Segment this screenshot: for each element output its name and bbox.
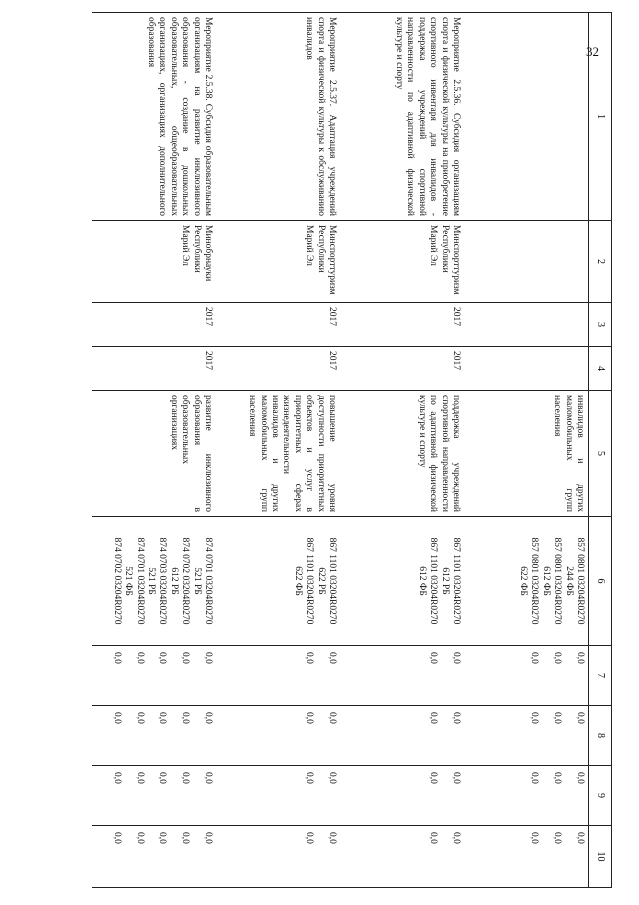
value: 0,0 bbox=[180, 832, 191, 844]
rotated-table-container bbox=[110, 12, 612, 887]
budget-source: 244 ФБ bbox=[563, 566, 574, 596]
value: 0,0 bbox=[180, 772, 191, 784]
value-cell-9 bbox=[340, 766, 464, 826]
value-cell-10 bbox=[464, 826, 589, 888]
value: 0,0 bbox=[157, 652, 168, 664]
budget-code: 874 0703 03204R0270 bbox=[157, 537, 168, 625]
value-cell-8 bbox=[340, 706, 464, 766]
budget-code: 857 0801 03204R0270 bbox=[529, 537, 540, 625]
value: 0,0 bbox=[304, 712, 315, 724]
budget-source: 521 ФБ bbox=[123, 566, 134, 596]
result-cell: развитие инклюзивного образования в образовательных организациях bbox=[92, 391, 216, 517]
budget-source: 622 РБ bbox=[315, 567, 326, 595]
start-year-cell: 2017 bbox=[216, 303, 340, 347]
value: 0,0 bbox=[575, 652, 585, 664]
value: 0,0 bbox=[304, 772, 315, 784]
program-table bbox=[92, 12, 612, 888]
result-cell: поддержка учреждений спортивной направленности по адаптивной физической культуре и спорту bbox=[340, 391, 464, 517]
value-cell-8 bbox=[216, 706, 340, 766]
value: 0,0 bbox=[552, 712, 563, 724]
budget-source: 612 РБ bbox=[439, 567, 450, 595]
executor-cell: Минобрнауки Республики Марий Эл bbox=[92, 221, 216, 303]
column-header: 4 bbox=[589, 347, 612, 391]
value: 0,0 bbox=[451, 652, 461, 664]
value: 0,0 bbox=[203, 772, 213, 784]
budget-code: 867 1101 03204R0270 bbox=[304, 537, 315, 625]
value: 0,0 bbox=[575, 832, 585, 844]
value-cell-7 bbox=[340, 646, 464, 706]
value: 0,0 bbox=[552, 832, 563, 844]
budget-code: 867 1101 03204R0270 bbox=[451, 537, 461, 625]
value: 0,0 bbox=[304, 832, 315, 844]
budget-code: 867 1101 03204R0270 bbox=[327, 537, 337, 625]
start-year-cell: 2017 bbox=[92, 303, 216, 347]
budget-code-cell bbox=[92, 517, 216, 646]
budget-source: 622 ФБ bbox=[518, 566, 529, 596]
table-row bbox=[92, 13, 216, 888]
value: 0,0 bbox=[327, 772, 337, 784]
value-cell-8 bbox=[464, 706, 589, 766]
budget-code: 857 0801 03204R0270 bbox=[552, 537, 563, 625]
budget-code-cell bbox=[216, 517, 340, 646]
column-header: 3 bbox=[589, 303, 612, 347]
value: 0,0 bbox=[134, 712, 145, 724]
value: 0,0 bbox=[451, 832, 461, 844]
budget-code: 874 0701 03204R0270 bbox=[134, 537, 145, 625]
budget-source: 612 РБ bbox=[168, 567, 179, 595]
value: 0,0 bbox=[157, 712, 168, 724]
value: 0,0 bbox=[327, 652, 337, 664]
value: 0,0 bbox=[529, 712, 540, 724]
value-cell-8 bbox=[92, 706, 216, 766]
column-header: 8 bbox=[589, 706, 612, 766]
value-cell-7 bbox=[216, 646, 340, 706]
budget-code: 867 1101 03204R0270 bbox=[428, 537, 439, 625]
column-header: 9 bbox=[589, 766, 612, 826]
result-cell: повышение уровня доступности приоритетных объектов и услуг в приоритетных сферах жизнедеятельности инвалидов и других маломобильных групп населения bbox=[216, 391, 340, 517]
result-cell: инвалидов и других маломобильных групп населения bbox=[464, 391, 589, 517]
budget-source: 612 ФБ bbox=[416, 566, 427, 596]
column-header: 2 bbox=[589, 221, 612, 303]
value: 0,0 bbox=[157, 772, 168, 784]
table-row bbox=[216, 13, 340, 888]
value-cell-10 bbox=[340, 826, 464, 888]
value-cell-9 bbox=[216, 766, 340, 826]
budget-source: 521 РБ bbox=[146, 567, 157, 595]
value-cell-9 bbox=[464, 766, 589, 826]
measure-cell: Мероприятие 2.5.36. Субсидия организациям спорта и физической культуры на приобретение спортивного инвентаря для инвалидов - поддержка учреждений спортивной направленности по адаптивной физической культуре и спорту bbox=[340, 13, 464, 221]
measure-cell bbox=[464, 13, 589, 221]
value: 0,0 bbox=[327, 832, 337, 844]
budget-source: 521 РБ bbox=[191, 567, 202, 595]
end-year-cell bbox=[464, 347, 589, 391]
value: 0,0 bbox=[575, 712, 585, 724]
value-cell-9 bbox=[92, 766, 216, 826]
measure-cell: Мероприятие 2.5.37. Адаптация учреждений спорта и физической культуры к обслуживанию инвалидов bbox=[216, 13, 340, 221]
value-cell-7 bbox=[92, 646, 216, 706]
value: 0,0 bbox=[529, 772, 540, 784]
value-cell-7 bbox=[464, 646, 589, 706]
value-cell-10 bbox=[92, 826, 216, 888]
value: 0,0 bbox=[180, 712, 191, 724]
column-header: 6 bbox=[589, 517, 612, 646]
start-year-cell: 2017 bbox=[340, 303, 464, 347]
header-row bbox=[589, 13, 612, 888]
value: 0,0 bbox=[134, 832, 145, 844]
measure-cell: Мероприятие 2.5.38. Субсидия образовательным организациям на развитие инклюзивного образования - создание в дошкольных образовательных, общеобразовательных организациях, организациях дополнительного образования bbox=[92, 13, 216, 221]
value: 0,0 bbox=[451, 712, 461, 724]
value: 0,0 bbox=[111, 772, 122, 784]
page-number: 32 bbox=[586, 44, 599, 59]
column-header: 10 bbox=[589, 826, 612, 888]
value: 0,0 bbox=[304, 652, 315, 664]
value: 0,0 bbox=[203, 832, 213, 844]
table-row bbox=[340, 13, 464, 888]
column-header: 1 bbox=[589, 13, 612, 221]
end-year-cell: 2017 bbox=[340, 347, 464, 391]
value: 0,0 bbox=[157, 832, 168, 844]
executor-cell: Минспорттуризм Республики Марий Эл bbox=[340, 221, 464, 303]
budget-source: 612 ФБ bbox=[540, 566, 551, 596]
value: 0,0 bbox=[428, 832, 439, 844]
value-cell-10 bbox=[216, 826, 340, 888]
end-year-cell: 2017 bbox=[92, 347, 216, 391]
value: 0,0 bbox=[111, 712, 122, 724]
executor-cell: Минспорттуризм Республики Марий Эл bbox=[216, 221, 340, 303]
value: 0,0 bbox=[134, 652, 145, 664]
budget-code: 874 0702 03204R0270 bbox=[180, 537, 191, 625]
column-header: 5 bbox=[589, 391, 612, 517]
value: 0,0 bbox=[428, 652, 439, 664]
value: 0,0 bbox=[529, 832, 540, 844]
executor-cell bbox=[464, 221, 589, 303]
value: 0,0 bbox=[134, 772, 145, 784]
value: 0,0 bbox=[451, 772, 461, 784]
column-header: 7 bbox=[589, 646, 612, 706]
value: 0,0 bbox=[111, 832, 122, 844]
end-year-cell: 2017 bbox=[216, 347, 340, 391]
value: 0,0 bbox=[428, 772, 439, 784]
budget-code-cell bbox=[340, 517, 464, 646]
value: 0,0 bbox=[428, 712, 439, 724]
budget-code-cell bbox=[464, 517, 589, 646]
value: 0,0 bbox=[575, 772, 585, 784]
budget-code: 874 0702 03204R0270 bbox=[111, 537, 122, 625]
value: 0,0 bbox=[552, 772, 563, 784]
value: 0,0 bbox=[529, 652, 540, 664]
value: 0,0 bbox=[111, 652, 122, 664]
value: 0,0 bbox=[203, 652, 213, 664]
budget-code: 857 0801 03204R0270 bbox=[575, 537, 585, 625]
table-row bbox=[464, 13, 589, 888]
value: 0,0 bbox=[552, 652, 563, 664]
budget-code: 874 0701 03204R0270 bbox=[203, 537, 213, 625]
value: 0,0 bbox=[203, 712, 213, 724]
value: 0,0 bbox=[180, 652, 191, 664]
budget-source: 622 ФБ bbox=[292, 566, 303, 596]
value: 0,0 bbox=[327, 712, 337, 724]
start-year-cell bbox=[464, 303, 589, 347]
